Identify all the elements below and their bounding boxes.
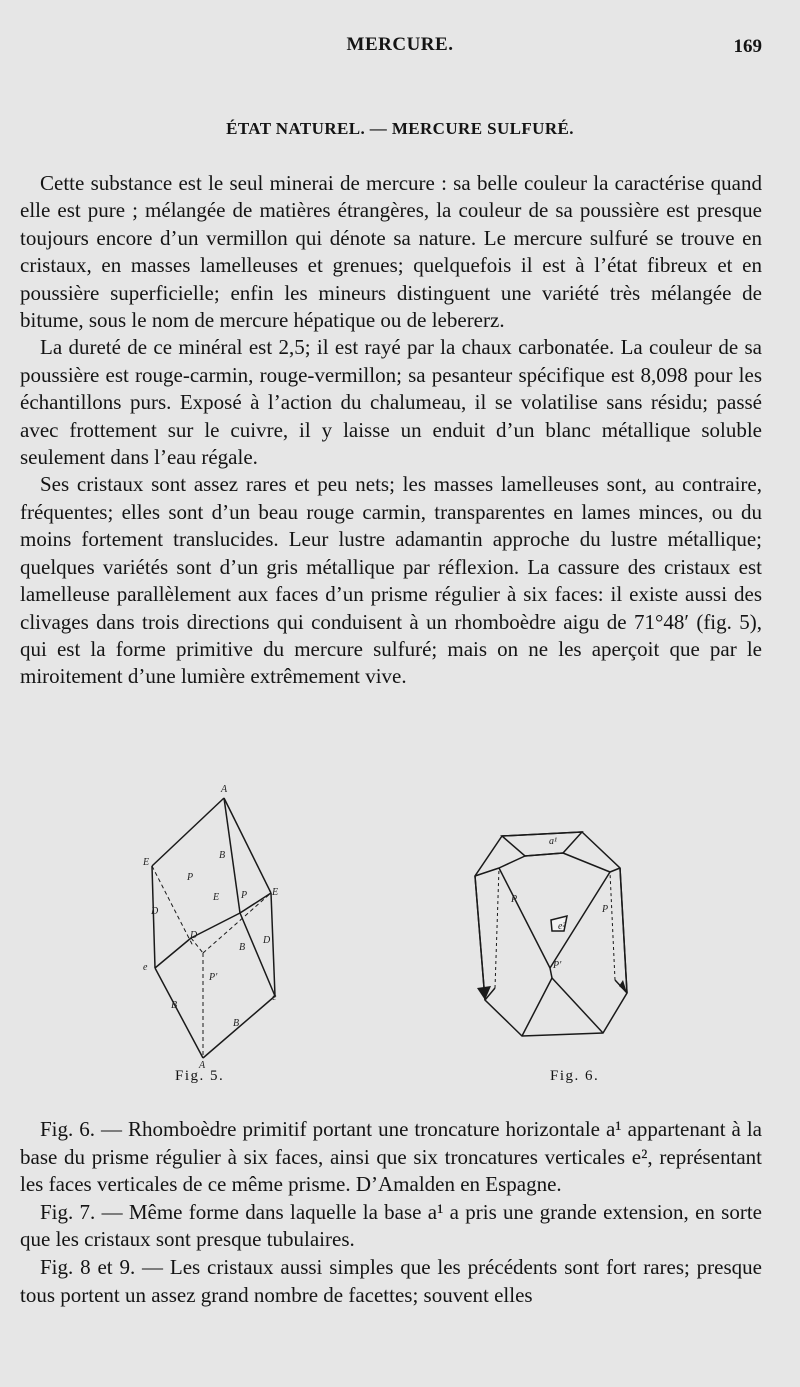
figure-label: E: [213, 892, 220, 903]
edge: [152, 866, 155, 968]
figure-label: A: [221, 784, 228, 795]
edge: [240, 913, 275, 996]
outline: [475, 832, 627, 1036]
figure-label: P': [209, 972, 218, 983]
edge: [499, 868, 550, 968]
paragraph: La dureté de ce minéral est 2,5; il est rayé par la chaux carbonatée. La couleur de sa poussière est rouge-carmin, rouge-vermillon; sa pesanteur spécifique est 8,098 pour les échantillons purs. Exposé à l’action du chalumeau, il se volatilise sans résidu; passé avec frottement sur le cuivre, il y laisse un enduit d’un blanc métallique soluble seulement dans l’eau régale.: [20, 335, 762, 470]
figure-6-caption: Fig. 6.: [550, 1068, 600, 1084]
edge: [271, 893, 275, 996]
figures-area: [0, 770, 800, 1100]
figure-label: D: [151, 906, 159, 917]
edge: [495, 868, 499, 988]
edge: [191, 913, 240, 938]
figure-label: B: [239, 942, 246, 953]
paragraph: Fig. 7. — Même forme dans laquelle la base a¹ a pris une grande extension, en sorte que les cristaux sont presque tubulaires.: [20, 1199, 762, 1252]
edge: [550, 968, 552, 978]
paragraph: Cette substance est le seul minerai de mercure : sa belle couleur la caractérise quand elle est pure ; mélangée de matières étrangères, la couleur de sa poussière est presque toujours encore d’un vermillon qui dénote sa nature. Le mercure sulfuré se trouve en cristaux, en masses lamelleuses et grenues; quelquefois il est à l’état fibreux et en poussière superficielle; enfin les mineurs distinguent une variété très mélangée de bitume, sous le nom de mercure hépatique ou de lebererz.: [20, 171, 762, 333]
figure-label: A: [199, 1060, 206, 1071]
figure-descriptions: [20, 1116, 762, 1309]
paragraph: Fig. 6. — Rhomboèdre primitif portant une troncature horizontale a¹ appartenant à la base du prisme régulier à six faces, ainsi que six troncatures verticales e², représentant les faces verticales de ce même prisme. D’Amalden en Espagne.: [20, 1117, 762, 1197]
body-text: [20, 170, 762, 691]
edge: [522, 978, 552, 1036]
figure-label: D: [263, 935, 271, 946]
figure-label: P: [241, 890, 248, 901]
page-number: 169: [733, 36, 762, 57]
edge: [155, 938, 191, 968]
running-title: MERCURE.: [346, 34, 454, 55]
figure-label: P: [187, 872, 194, 883]
edge: [620, 868, 627, 993]
figure-label: e²: [558, 921, 566, 932]
figure-5-caption: Fig. 5.: [175, 1068, 225, 1084]
figure-label: B: [233, 1018, 240, 1029]
top-facet: [502, 832, 582, 856]
edge: [155, 968, 203, 1058]
figure-label: P': [553, 960, 562, 971]
figure-label: P: [602, 904, 609, 915]
edge: [552, 978, 603, 1033]
section-title: ÉTAT NATUREL. — MERCURE SULFURÉ.: [226, 119, 574, 138]
figure-label: a¹: [549, 836, 557, 847]
shaded-facet: [477, 986, 491, 1000]
edge: [475, 876, 485, 1000]
edge: [563, 853, 610, 872]
edge: [610, 868, 620, 872]
figure-label: E: [143, 857, 150, 868]
paragraph: Ses cristaux sont assez rares et peu nets; les masses lamelleuses sont, au contraire, fréquentes; elles sont d’un beau rouge carmin, transparentes en lames minces, ou du moins fortement translucides. Leur lustre adamantin approche du lustre métallique; quelques variétés sont d’un gris métallique par réflexion. La cassure des cristaux est lamelleuse parallèlement aux faces d’un prisme régulier à six faces: il existe aussi des clivages dans trois directions qui conduisent à un rhomboèdre aigu de 71°48′ (fig. 5), qui est la forme primitive du mercure sulfuré; mais on ne les aperçoit que par le miroitement d’une lumière extrêmement vive.: [20, 472, 762, 689]
edge: [152, 798, 224, 866]
figure-label: B: [171, 1000, 178, 1011]
figure-label: D: [190, 930, 198, 941]
figure-6-truncated-rhombohedron: [465, 828, 645, 1043]
edge: [499, 856, 525, 868]
figure-label: P: [511, 894, 518, 905]
figure-label: e: [143, 962, 148, 973]
figure-label: B: [219, 850, 226, 861]
page-header: [0, 34, 800, 64]
edge: [610, 872, 615, 980]
edge: [525, 853, 563, 856]
figure-label: E: [272, 887, 279, 898]
figure-label: e: [272, 992, 277, 1003]
figure-5-rhombohedron: [135, 778, 295, 1071]
paragraph: Fig. 8 et 9. — Les cristaux aussi simples que les précédents sont fort rares; presque tous portent un assez grand nombre de facettes; souvent elles: [20, 1254, 762, 1307]
